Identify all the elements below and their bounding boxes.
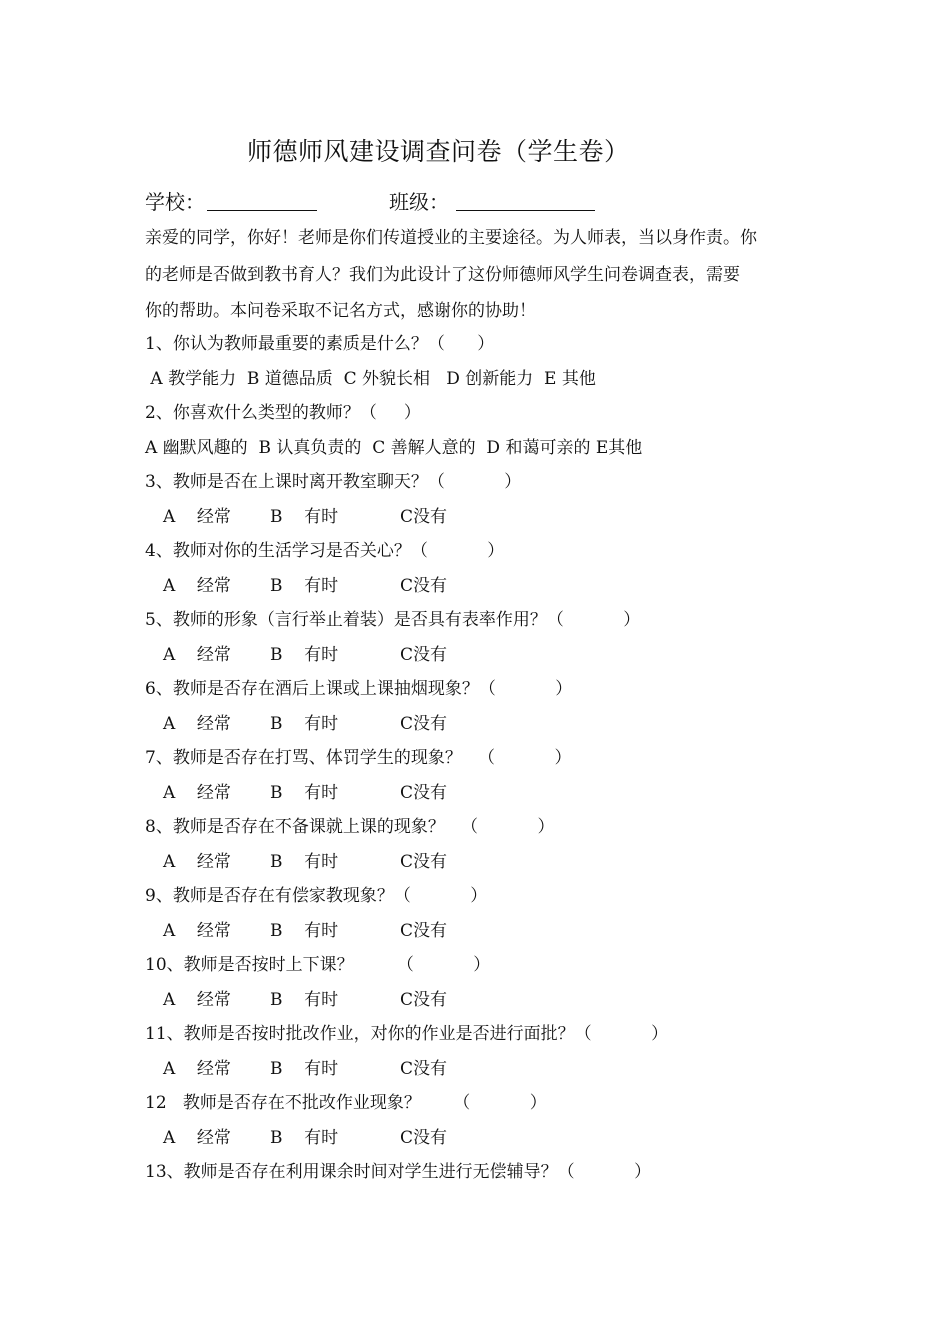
- option-c[interactable]: C没有: [400, 920, 448, 941]
- option-c[interactable]: C没有: [400, 644, 448, 665]
- question-4-options[interactable]: [145, 569, 825, 604]
- question-12-options[interactable]: [145, 1121, 825, 1156]
- option-b[interactable]: B 有时: [270, 920, 339, 941]
- option-a[interactable]: A 经常: [163, 506, 231, 527]
- question-3: 3、教师是否在上课时离开教室聊天？（ ）: [145, 472, 522, 492]
- question-list: [145, 327, 825, 1190]
- question-10-options[interactable]: [145, 983, 825, 1018]
- option-c[interactable]: C没有: [400, 851, 448, 872]
- question-8: 8、教师是否存在不备课就上课的现象？ （ ）: [145, 817, 555, 837]
- question-6-options[interactable]: [145, 707, 825, 742]
- option-c[interactable]: C没有: [400, 1058, 448, 1079]
- page-title: 师德师风建设调查问卷（学生卷）: [247, 137, 630, 166]
- question-2: 2、你喜欢什么类型的教师？（ ）: [145, 403, 421, 423]
- question-2-options[interactable]: A 幽默风趣的 B 认真负责的 C 善解人意的 D 和蔼可亲的 E其他: [145, 437, 643, 458]
- option-c[interactable]: C没有: [400, 713, 448, 734]
- question-8-options[interactable]: [145, 845, 825, 880]
- option-c[interactable]: C没有: [400, 989, 448, 1010]
- option-a[interactable]: A 经常: [163, 713, 231, 734]
- question-9: 9、教师是否存在有偿家教现象？（ ）: [145, 886, 488, 906]
- option-a[interactable]: A 经常: [163, 1058, 231, 1079]
- question-5-options[interactable]: [145, 638, 825, 673]
- question-9-options[interactable]: [145, 914, 825, 949]
- option-b[interactable]: B 有时: [270, 644, 339, 665]
- question-13: 13、教师是否存在利用课余时间对学生进行无偿辅导？（ ）: [145, 1162, 652, 1182]
- question-4: 4、教师对你的生活学习是否关心？（ ）: [145, 541, 505, 561]
- question-1-options[interactable]: A 教学能力 B 道德品质 C 外貌长相 D 创新能力 E 其他: [145, 368, 596, 389]
- option-b[interactable]: B 有时: [270, 575, 339, 596]
- option-b[interactable]: B 有时: [270, 782, 339, 803]
- question-3-options[interactable]: [145, 500, 825, 535]
- option-a[interactable]: A 经常: [163, 644, 231, 665]
- school-label: 学校：: [145, 190, 205, 214]
- option-b[interactable]: B 有时: [270, 713, 339, 734]
- option-a[interactable]: A 经常: [163, 851, 231, 872]
- question-5: 5、教师的形象（言行举止着装）是否具有表率作用？（ ）: [145, 610, 641, 630]
- option-a[interactable]: A 经常: [163, 782, 231, 803]
- class-blank[interactable]: [456, 210, 595, 211]
- question-11-options[interactable]: [145, 1052, 825, 1087]
- option-b[interactable]: B 有时: [270, 1127, 339, 1148]
- option-a[interactable]: A 经常: [163, 1127, 231, 1148]
- option-a[interactable]: A 经常: [163, 989, 231, 1010]
- question-10: 10、教师是否按时上下课？ （ ）: [145, 955, 491, 975]
- option-c[interactable]: C没有: [400, 575, 448, 596]
- question-12: 12 教师是否存在不批改作业现象？ （ ）: [145, 1093, 547, 1113]
- option-c[interactable]: C没有: [400, 506, 448, 527]
- question-7-options[interactable]: [145, 776, 825, 811]
- school-blank[interactable]: [207, 210, 317, 211]
- intro-line: 你的帮助。本问卷采取不记名方式，感谢你的协助！: [145, 301, 536, 321]
- option-a[interactable]: A 经常: [163, 575, 231, 596]
- question-1: 1、你认为教师最重要的素质是什么？（ ）: [145, 334, 495, 354]
- question-6: 6、教师是否存在酒后上课或上课抽烟现象？（ ）: [145, 679, 573, 699]
- intro-line: 的老师是否做到教书育人？我们为此设计了这份师德师风学生问卷调查表，需要: [145, 264, 740, 285]
- question-11: 11、教师是否按时批改作业，对你的作业是否进行面批？（ ）: [145, 1024, 669, 1044]
- option-b[interactable]: B 有时: [270, 989, 339, 1010]
- option-c[interactable]: C没有: [400, 782, 448, 803]
- intro-line: 亲爱的同学，你好！老师是你们传道授业的主要途径。为人师表，当以身作责。你: [145, 228, 757, 248]
- option-c[interactable]: C没有: [400, 1127, 448, 1148]
- intro-paragraph: [145, 220, 825, 330]
- question-7: 7、教师是否存在打骂、体罚学生的现象？ （ ）: [145, 748, 572, 768]
- option-b[interactable]: B 有时: [270, 851, 339, 872]
- option-b[interactable]: B 有时: [270, 1058, 339, 1079]
- option-b[interactable]: B 有时: [270, 506, 339, 527]
- class-label: 班级：: [389, 190, 449, 214]
- option-a[interactable]: A 经常: [163, 920, 231, 941]
